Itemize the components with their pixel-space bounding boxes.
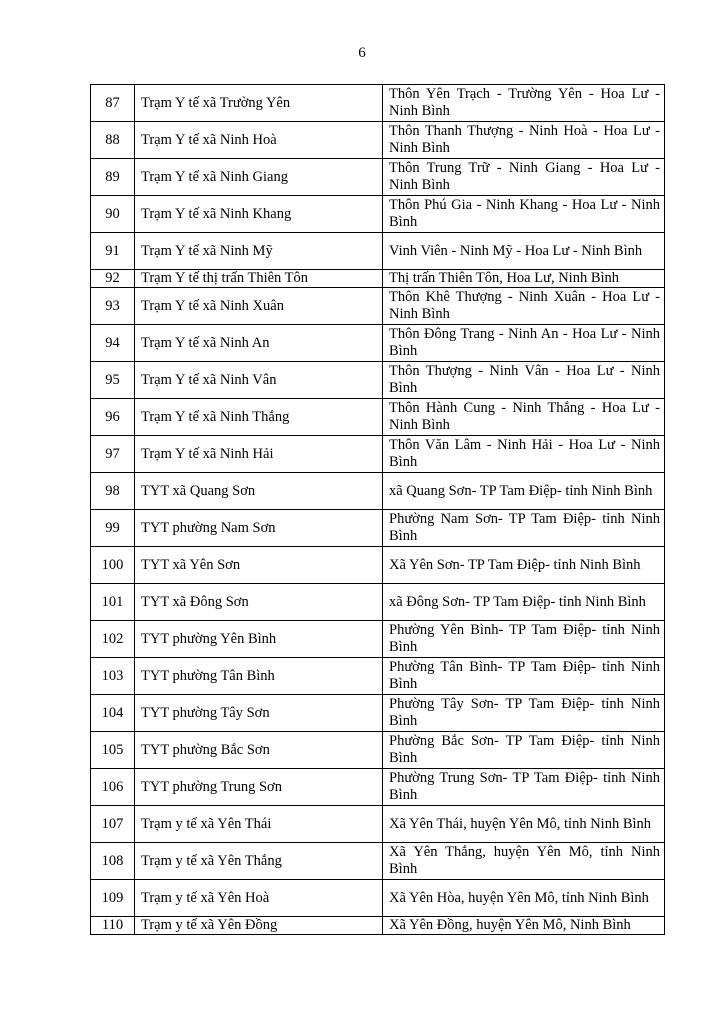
table-row [91, 732, 665, 769]
station-address: Thôn Thượng - Ninh Vân - Hoa Lư - Ninh Bình [383, 362, 665, 399]
row-number: 96 [91, 399, 135, 436]
table-row [91, 159, 665, 196]
station-address: Thôn Khê Thượng - Ninh Xuân - Hoa Lư - Ninh Bình [383, 288, 665, 325]
station-address: Phường Yên Bình- TP Tam Điệp- tỉnh Ninh Bình [383, 621, 665, 658]
station-address: Phường Nam Sơn- TP Tam Điệp- tỉnh Ninh Bình [383, 510, 665, 547]
table-row [91, 584, 665, 621]
station-name: Trạm Y tế xã Ninh Giang [135, 159, 383, 196]
table-row [91, 695, 665, 732]
station-name: TYT phường Yên Bình [135, 621, 383, 658]
station-name: TYT phường Tây Sơn [135, 695, 383, 732]
station-address: Xã Yên Thắng, huyện Yên Mô, tỉnh Ninh Bình [383, 843, 665, 880]
station-address: Phường Tây Sơn- TP Tam Điệp- tỉnh Ninh Bình [383, 695, 665, 732]
row-number: 101 [91, 584, 135, 621]
row-number: 104 [91, 695, 135, 732]
row-number: 94 [91, 325, 135, 362]
station-name: Trạm Y tế xã Ninh Xuân [135, 288, 383, 325]
table-row [91, 399, 665, 436]
station-name: TYT xã Yên Sơn [135, 547, 383, 584]
table-row [91, 85, 665, 122]
table-row [91, 769, 665, 806]
table-row [91, 325, 665, 362]
table-row [91, 843, 665, 880]
table-row [91, 436, 665, 473]
station-address: Thôn Đông Trang - Ninh An - Hoa Lư - Ninh Bình [383, 325, 665, 362]
table-row [91, 362, 665, 399]
row-number: 103 [91, 658, 135, 695]
table-row [91, 233, 665, 270]
station-address: Xã Yên Hòa, huyện Yên Mô, tỉnh Ninh Bình [383, 880, 665, 917]
station-name: Trạm Y tế xã Ninh An [135, 325, 383, 362]
station-address: xã Quang Sơn- TP Tam Điệp- tỉnh Ninh Bình [383, 473, 665, 510]
station-name: TYT xã Đông Sơn [135, 584, 383, 621]
row-number: 92 [91, 270, 135, 288]
station-name: TYT phường Tân Bình [135, 658, 383, 695]
station-address: xã Đông Sơn- TP Tam Điệp- tỉnh Ninh Bình [383, 584, 665, 621]
row-number: 88 [91, 122, 135, 159]
station-name: Trạm Y tế xã Ninh Hoà [135, 122, 383, 159]
table-row [91, 806, 665, 843]
row-number: 87 [91, 85, 135, 122]
table-row [91, 917, 665, 935]
table-row [91, 547, 665, 584]
station-name: TYT phường Trung Sơn [135, 769, 383, 806]
row-number: 90 [91, 196, 135, 233]
table-row [91, 473, 665, 510]
station-name: Trạm Y tế xã Trường Yên [135, 85, 383, 122]
station-address: Thôn Phú Gia - Ninh Khang - Hoa Lư - Ninh Bình [383, 196, 665, 233]
row-number: 102 [91, 621, 135, 658]
station-address: Xã Yên Thái, huyện Yên Mô, tỉnh Ninh Bình [383, 806, 665, 843]
row-number: 100 [91, 547, 135, 584]
row-number: 95 [91, 362, 135, 399]
station-name: TYT phường Bắc Sơn [135, 732, 383, 769]
row-number: 93 [91, 288, 135, 325]
table-row [91, 621, 665, 658]
station-name: TYT xã Quang Sơn [135, 473, 383, 510]
station-address: Thôn Hành Cung - Ninh Thắng - Hoa Lư - Ninh Bình [383, 399, 665, 436]
station-address: Xã Yên Đồng, huyện Yên Mô, Ninh Bình [383, 917, 665, 935]
row-number: 97 [91, 436, 135, 473]
station-address: Thôn Văn Lâm - Ninh Hải - Hoa Lư - Ninh Bình [383, 436, 665, 473]
station-name: Trạm y tế xã Yên Thái [135, 806, 383, 843]
station-address: Thôn Trung Trữ - Ninh Giang - Hoa Lư - Ninh Bình [383, 159, 665, 196]
row-number: 105 [91, 732, 135, 769]
row-number: 106 [91, 769, 135, 806]
station-address: Phường Tân Bình- TP Tam Điệp- tỉnh Ninh Bình [383, 658, 665, 695]
table-row [91, 288, 665, 325]
row-number: 99 [91, 510, 135, 547]
table-row [91, 196, 665, 233]
row-number: 89 [91, 159, 135, 196]
row-number: 109 [91, 880, 135, 917]
station-name: Trạm y tế xã Yên Hoà [135, 880, 383, 917]
station-name: Trạm Y tế xã Ninh Mỹ [135, 233, 383, 270]
station-address: Phường Bắc Sơn- TP Tam Điệp- tỉnh Ninh Bình [383, 732, 665, 769]
station-name: Trạm Y tế xã Ninh Hải [135, 436, 383, 473]
station-name: TYT phường Nam Sơn [135, 510, 383, 547]
table-row [91, 270, 665, 288]
health-station-table [90, 84, 665, 935]
row-number: 98 [91, 473, 135, 510]
station-address: Vinh Viên - Ninh Mỹ - Hoa Lư - Ninh Bình [383, 233, 665, 270]
row-number: 110 [91, 917, 135, 935]
station-address: Thôn Thanh Thượng - Ninh Hoà - Hoa Lư - Ninh Bình [383, 122, 665, 159]
station-name: Trạm y tế xã Yên Đồng [135, 917, 383, 935]
station-address: Xã Yên Sơn- TP Tam Điệp- tỉnh Ninh Bình [383, 547, 665, 584]
row-number: 107 [91, 806, 135, 843]
station-address: Phường Trung Sơn- TP Tam Điệp- tỉnh Ninh Bình [383, 769, 665, 806]
table-row [91, 880, 665, 917]
station-name: Trạm Y tế xã Ninh Vân [135, 362, 383, 399]
station-name: Trạm Y tế xã Ninh Thắng [135, 399, 383, 436]
station-name: Trạm y tế xã Yên Thắng [135, 843, 383, 880]
row-number: 108 [91, 843, 135, 880]
station-name: Trạm Y tế thị trấn Thiên Tôn [135, 270, 383, 288]
table-row [91, 510, 665, 547]
page-number: 6 [358, 45, 366, 61]
station-address: Thôn Yên Trạch - Trường Yên - Hoa Lư - Ninh Bình [383, 85, 665, 122]
table-row [91, 658, 665, 695]
table-row [91, 122, 665, 159]
station-address: Thị trấn Thiên Tôn, Hoa Lư, Ninh Bình [383, 270, 665, 288]
station-name: Trạm Y tế xã Ninh Khang [135, 196, 383, 233]
row-number: 91 [91, 233, 135, 270]
